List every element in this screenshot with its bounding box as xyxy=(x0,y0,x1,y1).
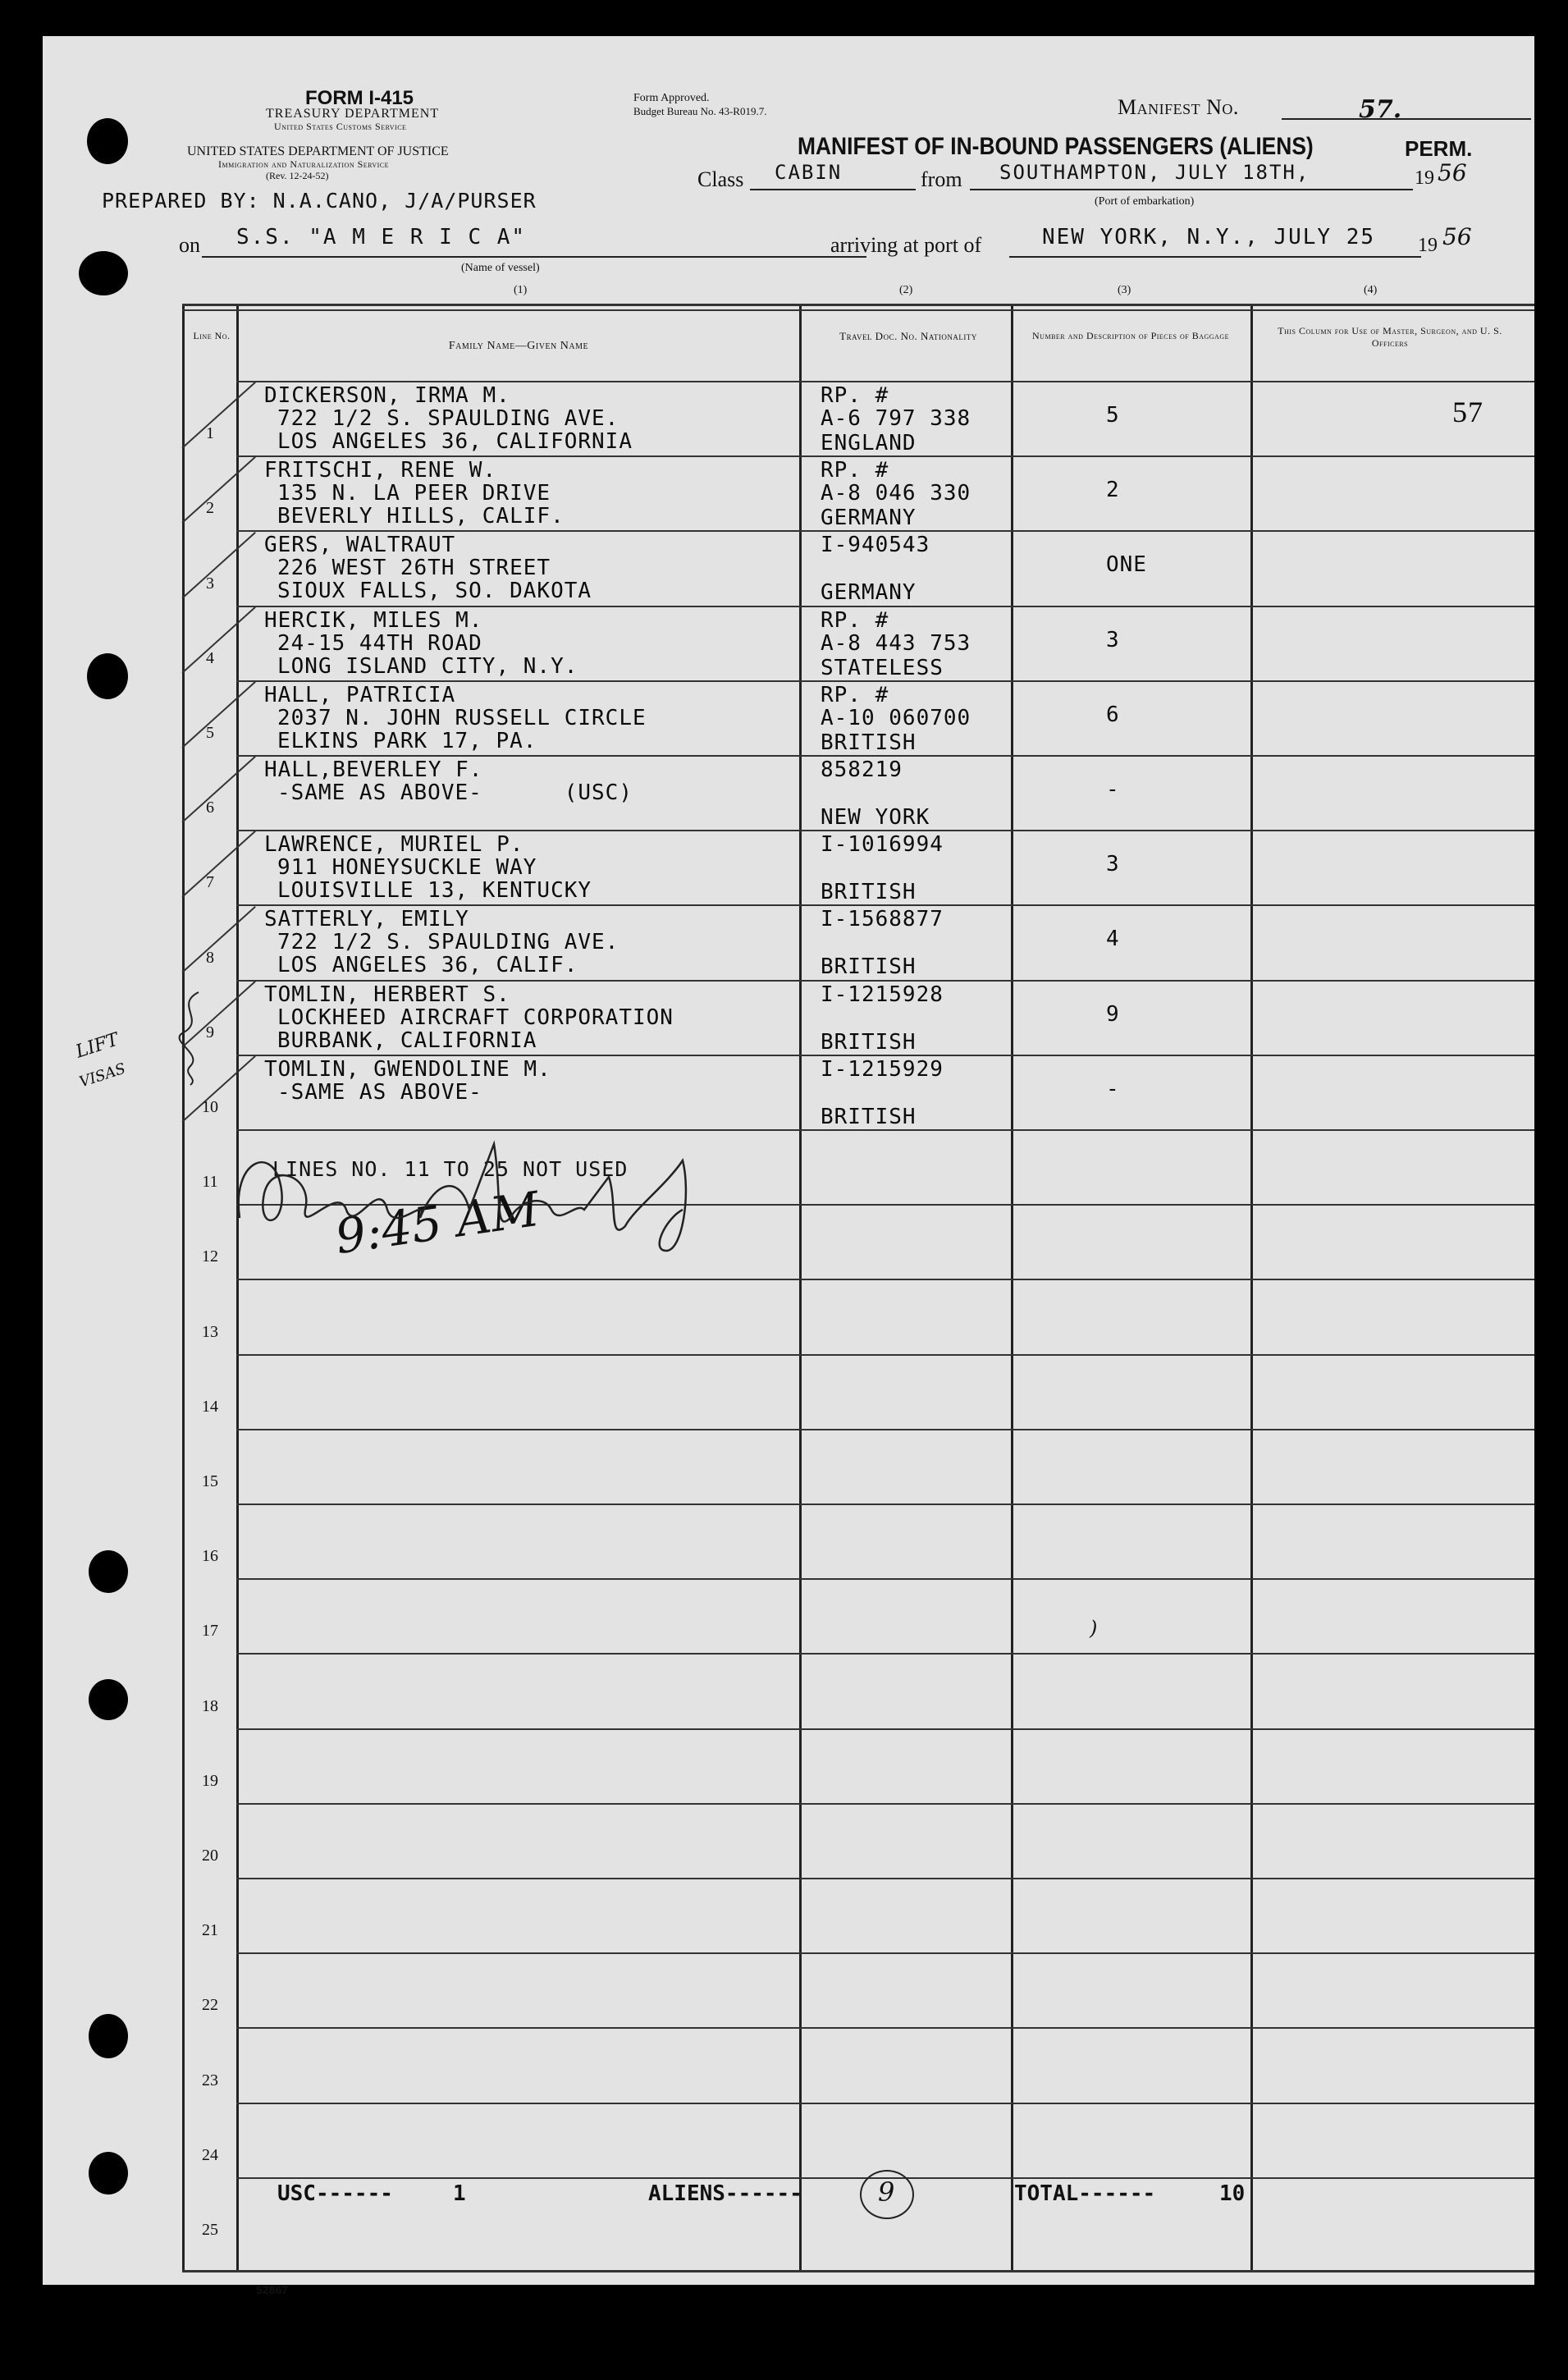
manifest-no-line xyxy=(1282,118,1531,120)
col3-number: (3) xyxy=(1118,284,1131,296)
from-value: SOUTHAMPTON, JULY 18TH, xyxy=(999,161,1310,184)
table-bottom-border xyxy=(182,2270,1534,2272)
passenger-address-line2: LOS ANGELES 36, CALIFORNIA xyxy=(277,429,633,454)
baggage-count: 3 xyxy=(1106,627,1120,652)
passenger-address-line2: LOS ANGELES 36, CALIF. xyxy=(277,953,578,978)
baggage-count: 5 xyxy=(1106,403,1120,428)
line-number: 25 xyxy=(202,2221,218,2239)
line-number: 24 xyxy=(202,2145,218,2164)
total-value: 10 xyxy=(1219,2181,1246,2206)
passenger-address-line1: 911 HONEYSUCKLE WAY xyxy=(277,855,537,881)
passenger-name: SATTERLY, EMILY xyxy=(264,907,469,932)
usc-value: 1 xyxy=(453,2181,466,2206)
row-separator xyxy=(236,1354,1534,1356)
customs-service: United States Customs Service xyxy=(274,121,407,132)
punch-hole xyxy=(87,118,128,164)
manifest-page xyxy=(43,36,1534,2296)
row-separator xyxy=(236,1878,1534,1879)
line-number: 21 xyxy=(202,1921,218,1940)
arriving-label: arriving at port of xyxy=(830,233,982,257)
punch-hole xyxy=(87,653,128,699)
passenger-address-line1: 722 1/2 S. SPAULDING AVE. xyxy=(277,930,619,955)
line-number: 13 xyxy=(202,1322,218,1341)
baggage-count: 6 xyxy=(1106,702,1120,727)
col-divider-3 xyxy=(1011,304,1013,2272)
row-separator xyxy=(236,530,1534,532)
travel-doc-line2: A-10 060700 xyxy=(821,705,971,730)
baggage-count: 4 xyxy=(1106,927,1120,952)
passenger-address-line1: 722 1/2 S. SPAULDING AVE. xyxy=(277,406,619,431)
line-number: 20 xyxy=(202,1847,218,1865)
baggage-count: 9 xyxy=(1106,1001,1120,1027)
punch-hole xyxy=(79,251,128,295)
footer-code: 52867 xyxy=(256,2283,288,2296)
justice-dept: UNITED STATES DEPARTMENT OF JUSTICE xyxy=(187,144,449,158)
not-used-note: LINES NO. 11 TO 25 NOT USED xyxy=(272,1157,629,1181)
nationality: BRITISH xyxy=(821,1104,917,1129)
nationality: NEW YORK xyxy=(821,805,930,830)
header-officer-use: This Column for Use of Master, Surgeon, and U. S. Officers xyxy=(1278,325,1502,349)
passenger-name: HALL, PATRICIA xyxy=(264,682,456,707)
line-number: 14 xyxy=(202,1397,218,1416)
nationality: BRITISH xyxy=(821,954,917,980)
perm-label: PERM. xyxy=(1405,136,1473,161)
line-number: 15 xyxy=(202,1472,218,1490)
line-number: 4 xyxy=(206,648,214,667)
from-label: from xyxy=(921,167,962,191)
nationality: STATELESS xyxy=(821,655,944,680)
travel-doc-line1: I-1215928 xyxy=(821,982,944,1007)
baggage-count: 3 xyxy=(1106,852,1120,877)
line-number: 19 xyxy=(202,1771,218,1790)
col-divider-2 xyxy=(799,304,802,2272)
vessel-name: S.S. "A M E R I C A" xyxy=(236,225,527,249)
passenger-address-line2: ELKINS PARK 17, PA. xyxy=(277,728,537,753)
ins-service: Immigration and Naturalization Service xyxy=(218,158,390,170)
handwritten-time: 9:45 AM xyxy=(331,1180,543,1266)
row-separator xyxy=(236,1055,1534,1056)
line-number: 18 xyxy=(202,1696,218,1715)
manifest-no-label: Manifest No. xyxy=(1118,95,1239,119)
travel-doc-line1: I-1016994 xyxy=(821,832,944,858)
row-separator xyxy=(236,680,1534,682)
passenger-address-line1: 24-15 44TH ROAD xyxy=(277,630,482,656)
passenger-address-line2: SIOUX FALLS, SO. DAKOTA xyxy=(277,579,592,604)
vessel-line xyxy=(202,256,866,258)
row-separator xyxy=(236,1728,1534,1730)
nationality: BRITISH xyxy=(821,730,917,755)
header-travel-doc: Travel Doc. No. Nationality xyxy=(839,330,977,342)
header-baggage: Number and Description of Pieces of Baggage xyxy=(1032,330,1229,341)
header-family-name: Family Name—Given Name xyxy=(448,340,589,352)
passenger-address-line1: 2037 N. JOHN RUSSELL CIRCLE xyxy=(277,705,647,730)
passenger-address-line2: BURBANK, CALIFORNIA xyxy=(277,1028,537,1053)
line-number: 11 xyxy=(202,1173,218,1192)
col2-number: (2) xyxy=(899,284,913,296)
travel-doc-line1: I-1568877 xyxy=(821,907,944,932)
baggage-count: ONE xyxy=(1106,552,1147,578)
travel-doc-line1: RP. # xyxy=(821,383,889,408)
nationality: BRITISH xyxy=(821,880,917,905)
travel-doc-line1: 858219 xyxy=(821,757,903,782)
col-divider-4 xyxy=(1250,304,1253,2272)
passenger-address-line2: LOUISVILLE 13, KENTUCKY xyxy=(277,878,592,904)
passenger-address-line2: LONG ISLAND CITY, N.Y. xyxy=(277,653,578,679)
passenger-address-line1: 226 WEST 26TH STREET xyxy=(277,556,551,581)
row-separator xyxy=(236,1803,1534,1805)
year-arrival: 56 xyxy=(1442,223,1472,250)
table-top-border xyxy=(182,304,1534,306)
line-number: 22 xyxy=(202,1996,218,2015)
margin-note-lift: LIFT xyxy=(73,1029,121,1063)
punch-hole xyxy=(89,2152,128,2195)
header-line-no: Line No. xyxy=(193,330,231,341)
baggage-count: - xyxy=(1106,1076,1120,1101)
revision-date: (Rev. 12-24-52) xyxy=(266,170,329,181)
nationality: GERMANY xyxy=(821,580,917,606)
row-separator xyxy=(236,1952,1534,1954)
punch-hole xyxy=(89,1550,128,1593)
travel-doc-line2: A-8 046 330 xyxy=(821,481,971,506)
budget-bureau: Budget Bureau No. 43-R019.7. xyxy=(633,105,767,117)
form-approved: Form Approved. xyxy=(633,92,710,104)
row-separator xyxy=(236,606,1534,607)
travel-doc-line1: RP. # xyxy=(821,458,889,483)
on-label: on xyxy=(179,233,200,257)
passenger-address-line1: -SAME AS ABOVE- (USC) xyxy=(277,780,633,805)
from-line xyxy=(970,189,1413,190)
travel-doc-line2: A-6 797 338 xyxy=(821,406,971,431)
arrival-line xyxy=(1009,256,1421,258)
aliens-label: ALIENS------ xyxy=(648,2181,802,2206)
header-bottom-line xyxy=(236,381,1534,382)
passenger-name: HALL,BEVERLEY F. xyxy=(264,757,483,782)
passenger-address-line1: -SAME AS ABOVE- xyxy=(277,1079,482,1105)
passenger-address-line1: 135 N. LA PEER DRIVE xyxy=(277,481,551,506)
line-number: 10 xyxy=(202,1098,218,1116)
punch-hole xyxy=(89,1679,128,1720)
row-separator xyxy=(236,1578,1534,1580)
row-separator xyxy=(236,1504,1534,1505)
line-number: 16 xyxy=(202,1547,218,1566)
handwritten-signature xyxy=(223,1128,748,1259)
year-from: 56 xyxy=(1438,159,1467,186)
baggage-count: - xyxy=(1106,777,1120,802)
page-title: MANIFEST OF IN-BOUND PASSENGERS (ALIENS) xyxy=(798,133,1314,160)
passenger-address-line1: LOCKHEED AIRCRAFT CORPORATION xyxy=(277,1005,674,1030)
line-number: 5 xyxy=(206,724,214,742)
year-prefix-arrival: 19 xyxy=(1418,235,1438,256)
row-separator xyxy=(236,1279,1534,1280)
line-number: 7 xyxy=(206,873,214,892)
col4-number: (4) xyxy=(1364,284,1378,296)
passenger-address-line2: BEVERLY HILLS, CALIF. xyxy=(277,504,565,529)
year-prefix-from: 19 xyxy=(1415,167,1434,189)
travel-doc-line2: A-8 443 753 xyxy=(821,630,971,656)
row-separator xyxy=(236,904,1534,906)
row-separator xyxy=(236,2027,1534,2029)
nationality: BRITISH xyxy=(821,1029,917,1055)
line-number: 12 xyxy=(202,1247,218,1266)
port-caption: (Port of embarkation) xyxy=(1095,195,1195,208)
line-number: 8 xyxy=(206,948,214,967)
line-number: 6 xyxy=(206,799,214,817)
passenger-name: TOMLIN, HERBERT S. xyxy=(264,982,510,1007)
row-separator xyxy=(236,1653,1534,1655)
row-separator xyxy=(236,830,1534,831)
passenger-name: FRITSCHI, RENE W. xyxy=(264,458,497,483)
treasury-dept: TREASURY DEPARTMENT xyxy=(266,107,440,121)
row-separator xyxy=(236,1429,1534,1430)
line-number: 1 xyxy=(206,424,214,443)
class-label: Class xyxy=(697,167,744,191)
row-separator xyxy=(236,2103,1534,2104)
total-label: TOTAL------ xyxy=(1014,2181,1156,2206)
row-separator xyxy=(236,455,1534,457)
aliens-value: 9 xyxy=(878,2176,895,2208)
arrival-port: NEW YORK, N.Y., JULY 25 xyxy=(1042,225,1376,249)
manifest-no-value: 57. xyxy=(1359,95,1402,124)
line-number: 2 xyxy=(206,499,214,518)
line-number: 17 xyxy=(202,1622,218,1641)
form-number: FORM I-415 xyxy=(305,87,414,109)
margin-bracket-mark xyxy=(166,988,215,1087)
row-separator xyxy=(236,980,1534,982)
travel-doc-line1: I-940543 xyxy=(821,533,930,558)
col1-number: (1) xyxy=(514,284,528,296)
prepared-by: PREPARED BY: N.A.CANO, J/A/PURSER xyxy=(102,189,537,213)
row-separator xyxy=(236,755,1534,757)
class-value: CABIN xyxy=(775,161,843,184)
class-line xyxy=(750,189,916,190)
passenger-name: GERS, WALTRAUT xyxy=(264,533,456,558)
usc-label: USC------ xyxy=(277,2181,393,2206)
stray-mark: ) xyxy=(1090,1617,1098,1640)
baggage-count: 2 xyxy=(1106,478,1120,503)
travel-doc-line1: RP. # xyxy=(821,682,889,707)
line-number: 3 xyxy=(206,574,214,593)
line-number: 23 xyxy=(202,2071,218,2089)
passenger-name: HERCIK, MILES M. xyxy=(264,607,483,633)
col-divider-lineno xyxy=(236,304,239,2272)
margin-note-visas: VISAS xyxy=(77,1060,128,1092)
passenger-name: LAWRENCE, MURIEL P. xyxy=(264,832,524,858)
table-top-border-2 xyxy=(182,309,1534,311)
travel-doc-line1: RP. # xyxy=(821,607,889,633)
punch-hole xyxy=(89,2014,128,2058)
officer-use-value: 57 xyxy=(1452,396,1483,428)
line-number: 9 xyxy=(206,1023,214,1041)
travel-doc-line1: I-1215929 xyxy=(821,1056,944,1082)
nationality: ENGLAND xyxy=(821,431,917,455)
passenger-name: TOMLIN, GWENDOLINE M. xyxy=(264,1056,551,1082)
vessel-caption: (Name of vessel) xyxy=(461,262,540,274)
passenger-name: DICKERSON, IRMA M. xyxy=(264,383,510,408)
nationality: GERMANY xyxy=(821,506,917,531)
